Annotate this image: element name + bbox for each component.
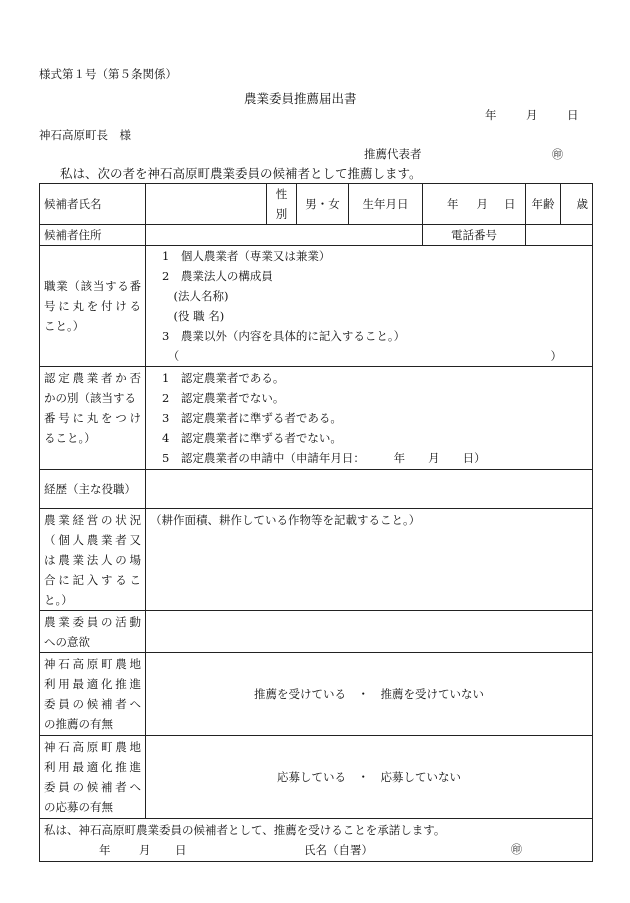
candidate-name-label: 候補者氏名 [40,184,146,225]
applied-label-line: 神石高原町農地 [44,740,141,754]
management-label-line: 合に記入するこ [44,573,141,587]
certified-options[interactable] [146,367,593,470]
application-row [40,736,593,819]
page-title: 農業委員推薦届出書 [244,91,357,106]
date-day-unit: 日 [567,108,579,122]
candidate-address-field[interactable] [146,225,423,246]
intro-statement: 私は、次の者を神石高原町農業委員の候補者として推薦します。 [60,166,422,181]
recommended-label-line: 利用最適化推進 [44,677,141,691]
recommender-seal-mark: ㊞ [552,148,563,161]
certified-farmer-row [40,367,593,470]
management-note: （耕作面積、耕作している作物等を記載すること。） [150,513,421,527]
certified-item: 4 認定農業者に準ずる者でない。 [162,431,342,445]
management-label [40,509,146,611]
recommended-label-line: 神石高原町農地 [44,657,141,671]
recommendation-row [40,653,593,736]
applied-label-line: の応募の有無 [44,800,113,814]
occupation-label-line: こと。） [44,319,85,333]
occupation-open-paren: （ [162,349,180,363]
candidate-form-table [39,183,593,862]
consent-year-unit: 年 [99,843,111,857]
sex-label: 性別 [267,184,297,225]
consent-row [40,819,593,862]
phone-field[interactable] [526,225,593,246]
career-label: 経歴（主な役職） [40,470,146,509]
birthdate-label: 生年月日 [349,184,423,225]
sex-options[interactable]: 男・女 [297,184,349,225]
certified-label-line: 認定農業者か否 [44,371,141,385]
recommender-label: 推薦代表者 [364,147,422,161]
occupation-item: (役 職 名) [162,309,225,323]
occupation-close-paren: ） [550,349,562,363]
occupation-row [40,246,593,367]
occupation-label [40,246,146,367]
management-label-line: 農業経営の状況 [44,513,141,527]
candidate-name-field[interactable] [146,184,267,225]
consent-block[interactable] [40,819,593,862]
motivation-field[interactable] [146,611,593,653]
motivation-row [40,611,593,653]
motivation-label-line: への意欲 [44,635,90,649]
recommended-label-line: の推薦の有無 [44,717,113,731]
consent-day-unit: 日 [175,843,187,857]
occupation-item: 3 農業以外（内容を具体的に記入すること。） [162,329,406,343]
date-month-unit: 月 [526,108,538,122]
form-number: 様式第１号（第５条関係） [39,67,177,81]
occupation-options[interactable] [146,246,593,367]
management-row [40,509,593,611]
occupation-label-line: 号に丸を付ける [44,299,141,313]
birth-year-unit: 年 [447,197,459,211]
consent-signature-line [44,840,588,860]
applied-choice[interactable]: 応募している ・ 応募していない [146,736,593,819]
occupation-item: (法人名称) [162,289,229,303]
age-label: 年齢 [526,184,561,225]
applied-label-line: 委員の候補者へ [44,780,141,794]
occupation-item: 1 個人農業者（専業又は兼業） [162,249,331,263]
date-year-unit: 年 [485,108,497,122]
certified-item: 3 認定農業者に準ずる者である。 [162,411,342,425]
occupation-item: 2 農業法人の構成員 [162,269,273,283]
birthdate-field[interactable] [423,184,526,225]
candidate-address-row [40,225,593,246]
career-row [40,470,593,509]
applied-label-line: 利用最適化推進 [44,760,141,774]
birth-day-unit: 日 [504,197,516,211]
recommended-label-line: 委員の候補者へ [44,697,141,711]
motivation-label-line: 農業委員の活動 [44,615,141,629]
age-field[interactable] [561,184,593,225]
occupation-label-line: 職業（該当する番 [44,279,141,293]
management-field[interactable] [146,509,593,611]
phone-label: 電話番号 [423,225,526,246]
addressee: 神石高原町長 様 [39,128,131,142]
applied-label [40,736,146,819]
candidate-address-label: 候補者住所 [40,225,146,246]
recommended-choice[interactable]: 推薦を受けている ・ 推薦を受けていない [146,653,593,736]
consent-month-unit: 月 [139,843,151,857]
career-field[interactable] [146,470,593,509]
certified-label-line: 番号に丸をつけ [44,411,141,425]
certified-label-line: かの別（該当する [44,391,136,405]
certified-item: 1 認定農業者である。 [162,371,285,385]
certified-item: 2 認定農業者でない。 [162,391,285,405]
recommended-label [40,653,146,736]
candidate-basic-row [40,184,593,225]
management-label-line: と。） [44,593,73,607]
age-unit: 歳 [576,197,588,211]
consent-statement: 私は、神石高原町農業委員の候補者として、推薦を受けることを承諾します。 [44,823,446,837]
certified-item: 5 認定農業者の申請中（申請年月日： 年 月 日） [162,451,486,465]
birth-month-unit: 月 [476,197,488,211]
certified-label-line: ること。） [44,431,96,445]
occupation-other-line [162,346,562,366]
management-label-line: （個人農業者又 [44,533,141,547]
consent-seal-mark: ㊞ [511,843,522,856]
certified-label [40,367,146,470]
consent-signature-label: 氏名（自署） [304,843,373,857]
management-label-line: は農業法人の場 [44,553,141,567]
motivation-label [40,611,146,653]
